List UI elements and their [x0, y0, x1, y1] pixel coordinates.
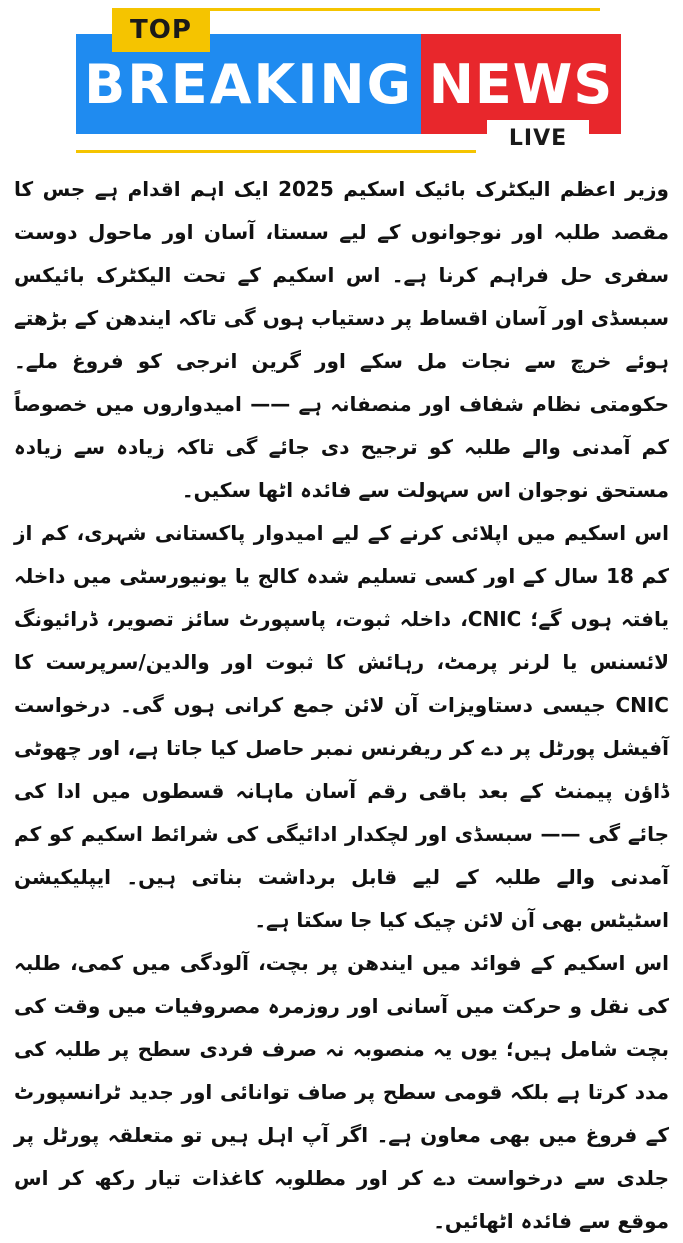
- article-body: [14, 168, 670, 1233]
- banner-bottom-stripe: [76, 150, 476, 153]
- banner-top-stripe: [190, 8, 600, 11]
- breaking-label: BREAKING: [76, 34, 421, 134]
- article-paragraph: اس اسکیم میں اپلائی کرنے کے لیے امیدوار پاکستانی شہری، کم از کم 18 سال کے اور کسی تسلیم شدہ کالج یا یونیورسٹی میں داخلہ یافتہ ہوں گے؛ CNIC، داخلہ ثبوت، پاسپورٹ سائز تصویر، ڈرائیونگ لائسنس یا لرنر پرمٹ، رہائش کا ثبوت اور والدین/سرپرست کا CNIC جیسی دستاویزات آن لائن جمع کرانی ہوں گی۔ درخواست آفیشل پورٹل پر دے کر ریفرنس نمبر حاصل کیا جاتا ہے، اور چھوٹی ڈاؤن پیمنٹ کے بعد باقی رقم آسان ماہانہ قسطوں میں ادا کی جائے گی —— سبسڈی اور لچکدار ادائیگی کی شرائط اسکیم کو کم آمدنی والے طلبہ کے لیے قابل برداشت بناتی ہیں۔ ایپلیکیشن اسٹیٹس بھی آن لائن چیک کیا جا سکتا ہے۔: [14, 521, 670, 932]
- news-label: NEWS: [421, 34, 621, 134]
- top-badge: TOP: [112, 8, 210, 52]
- live-badge: LIVE: [487, 120, 589, 156]
- breaking-news-banner: [0, 0, 683, 160]
- article-paragraph: وزیر اعظم الیکٹرک بائیک اسکیم 2025 ایک اہم اقدام ہے جس کا مقصد طلبہ اور نوجوانوں کے لیے سستا، آسان اور ماحول دوست سفری حل فراہم کرنا ہے۔ اس اسکیم کے تحت الیکٹرک بائیکس سبسڈی اور آسان اقساط پر دستیاب ہوں گی تاکہ ایندھن کے بڑھتے ہوئے خرچ سے نجات مل سکے اور گرین انرجی کو فروغ ملے۔ حکومتی نظام شفاف اور منصفانہ ہے —— امیدواروں میں خصوصاً کم آمدنی والے طلبہ کو ترجیح دی جائے گی تاکہ زیادہ سے زیادہ مستحق نوجوان اس سہولت سے فائدہ اٹھا سکیں۔: [14, 177, 669, 502]
- article-paragraph: اس اسکیم کے فوائد میں ایندھن پر بچت، آلودگی میں کمی، طلبہ کی نقل و حرکت میں آسانی اور روزمرہ مصروفیات میں وقت کی بچت شامل ہیں؛ یوں یہ منصوبہ نہ صرف فردی سطح پر طلبہ کی مدد کرتا ہے بلکہ قومی سطح پر صاف توانائی اور جدید ٹرانسپورٹ کے فروغ میں بھی معاون ہے۔ اگر آپ اہل ہیں تو متعلقہ پورٹل پر جلدی سے درخواست دے کر اور مطلوبہ کاغذات تیار رکھ کر اس موقع سے فائدہ اٹھائیں۔: [14, 951, 669, 1233]
